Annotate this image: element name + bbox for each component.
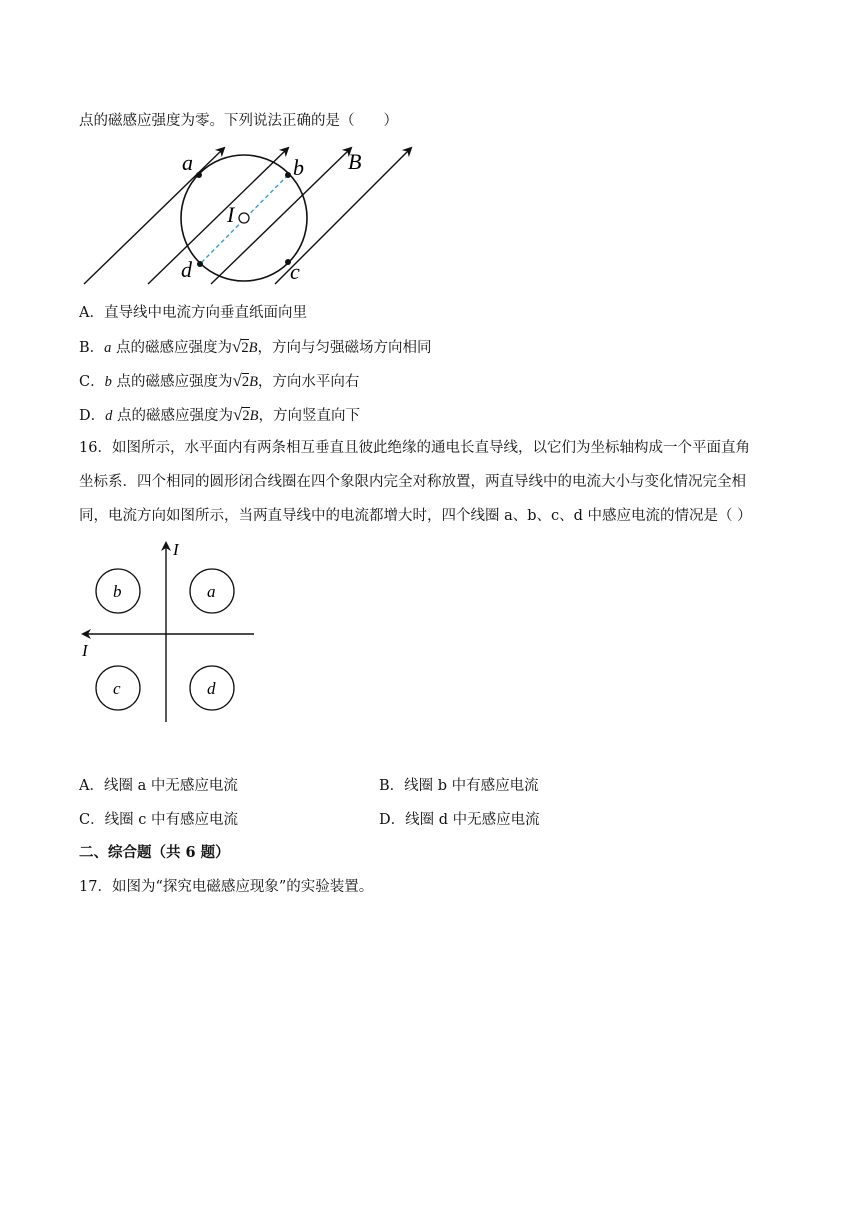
- point-d: [197, 261, 203, 267]
- q16-stem-line-2: 坐标系．四个相同的圆形闭合线圈在四个象限内完全对称放置，两直导线中的电流大小与变化情况完全相: [79, 474, 746, 490]
- q17-stem: 17．如图为“探究电磁感应现象”的实验装置。: [79, 879, 374, 895]
- q15-option-b: B．a 点的磁感应强度为√2B，方向与匀强磁场方向相同: [79, 337, 432, 356]
- label-I-top: I: [173, 540, 179, 559]
- point-a: [196, 172, 202, 178]
- q16-option-d: D．线圈 d 中无感应电流: [379, 812, 540, 828]
- q15-figure: [78, 140, 428, 290]
- coil-label-d: d: [207, 679, 216, 698]
- q16-stem-line-1: 16．如图所示，水平面内有两条相互垂直且彼此绝缘的通电长直导线，以它们为坐标轴构成一个平面直角: [79, 440, 750, 456]
- sqrt-2B: √2B: [232, 337, 258, 356]
- coil-label-b: b: [113, 582, 122, 601]
- q15-option-d: D．d 点的磁感应强度为√2B，方向竖直向下: [79, 405, 360, 424]
- field-line-1: [84, 148, 224, 284]
- label-I: I: [227, 202, 235, 227]
- q15-option-c: C．b 点的磁感应强度为√2B，方向水平向右: [79, 371, 360, 390]
- section-title: 二、综合题（共 6 题）: [79, 844, 230, 861]
- q16-stem-line-3: 同，电流方向如图所示，当两直导线中的电流都增大时，四个线圈 a、b、c、d 中感应电流的情况是（ ）: [79, 508, 752, 524]
- coil-label-c: c: [113, 679, 121, 698]
- q15-stem-tail: 点的磁感应强度为零。下列说法正确的是（ ）: [79, 113, 398, 129]
- label-c: c: [290, 259, 300, 284]
- q16-figure: [78, 538, 263, 728]
- q16-option-a: A．线圈 a 中无感应电流: [79, 778, 238, 794]
- label-B: B: [348, 149, 362, 174]
- wire-symbol: [239, 213, 249, 223]
- q16-option-c: C．线圈 c 中有感应电流: [79, 812, 238, 828]
- point-b: [285, 172, 291, 178]
- label-d: d: [181, 257, 192, 282]
- coil-label-a: a: [207, 582, 216, 601]
- label-b: b: [293, 155, 304, 180]
- q16-option-b: B．线圈 b 中有感应电流: [379, 778, 539, 794]
- label-a: a: [182, 150, 193, 175]
- label-I-left: I: [82, 641, 88, 660]
- q15-option-a: A．直导线中电流方向垂直纸面向里: [79, 305, 307, 321]
- sqrt-2B: √2B: [232, 371, 258, 390]
- field-line-2: [148, 148, 288, 284]
- sqrt-2B: √2B: [233, 405, 259, 424]
